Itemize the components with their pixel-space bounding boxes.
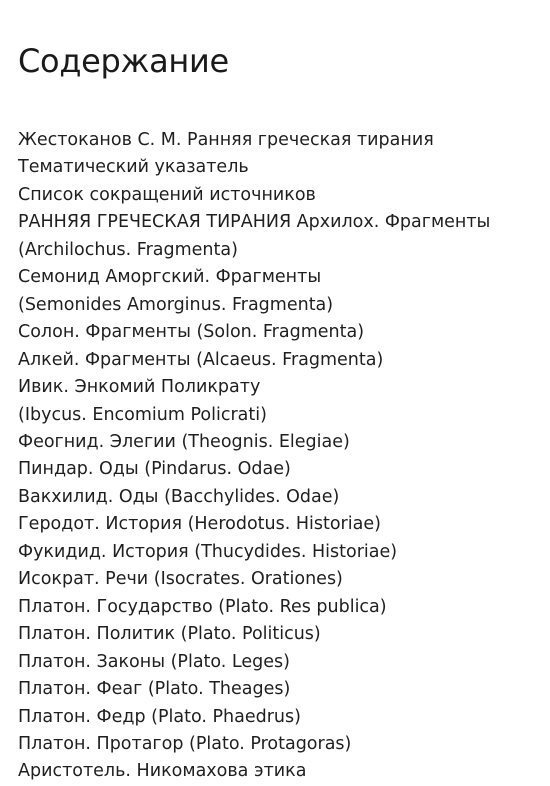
toc-entry-plato-republic[interactable]: Платон. Государство (Plato. Res publica): [18, 596, 387, 617]
toc-entry-herodotus[interactable]: Геродот. История (Herodotus. Historiae): [18, 514, 381, 535]
toc-entry-alcaeus[interactable]: Алкей. Фрагменты (Alcaeus. Fragmenta): [18, 349, 384, 370]
toc-entry-plato-phaedrus[interactable]: Платон. Федр (Plato. Phaedrus): [18, 706, 301, 727]
toc-entry-abbreviations[interactable]: Список сокращений источников: [18, 184, 316, 205]
toc-entry-bacchylides[interactable]: Вакхилид. Оды (Bacchylides. Odae): [18, 486, 340, 507]
toc-entry-theognis[interactable]: Феогнид. Элегии (Theognis. Elegiae): [18, 431, 350, 452]
toc-entry-zhestokanov[interactable]: Жестоканов С. М. Ранняя греческая тирания: [18, 130, 434, 150]
toc-entry-isocrates[interactable]: Исократ. Речи (Isocrates. Orationes): [18, 569, 343, 590]
toc-entry-ibycus-latin[interactable]: (Ibycus. Encomium Policrati): [18, 404, 267, 425]
toc-entry-subject-index[interactable]: Тематический указатель: [18, 157, 249, 178]
toc-entry-plato-politicus[interactable]: Платон. Политик (Plato. Politicus): [18, 624, 321, 645]
toc-entry-plato-laws[interactable]: Платон. Законы (Plato. Leges): [18, 651, 290, 672]
toc-entry-semonides-latin[interactable]: (Semonides Amorginus. Fragmenta): [18, 294, 334, 315]
toc-entry-semonides[interactable]: Семонид Аморгский. Фрагменты: [18, 267, 322, 288]
toc-entry-archilochus[interactable]: РАННЯЯ ГРЕЧЕСКАЯ ТИРАНИЯ Архилох. Фрагменты: [18, 212, 491, 233]
toc-entry-archilochus-latin[interactable]: (Archilochus. Fragmenta): [18, 239, 238, 260]
toc-entry-solon[interactable]: Солон. Фрагменты (Solon. Fragmenta): [18, 322, 365, 343]
toc-entry-plato-theages[interactable]: Платон. Феаг (Plato. Theages): [18, 679, 291, 700]
toc-entry-plato-protagoras[interactable]: Платон. Протагор (Plato. Protagoras): [18, 733, 352, 754]
toc-entry-ibycus[interactable]: Ивик. Энкомий Поликрату: [18, 377, 261, 398]
toc-entry-thucydides[interactable]: Фукидид. История (Thucydides. Historiae): [18, 541, 398, 562]
page-title: Содержание: [18, 42, 229, 80]
toc-entry-pindar[interactable]: Пиндар. Оды (Pindarus. Odae): [18, 459, 291, 480]
toc-entry-aristotle-ethics[interactable]: Аристотель. Никомахова этика: [18, 761, 307, 782]
table-of-contents: [18, 127, 538, 786]
